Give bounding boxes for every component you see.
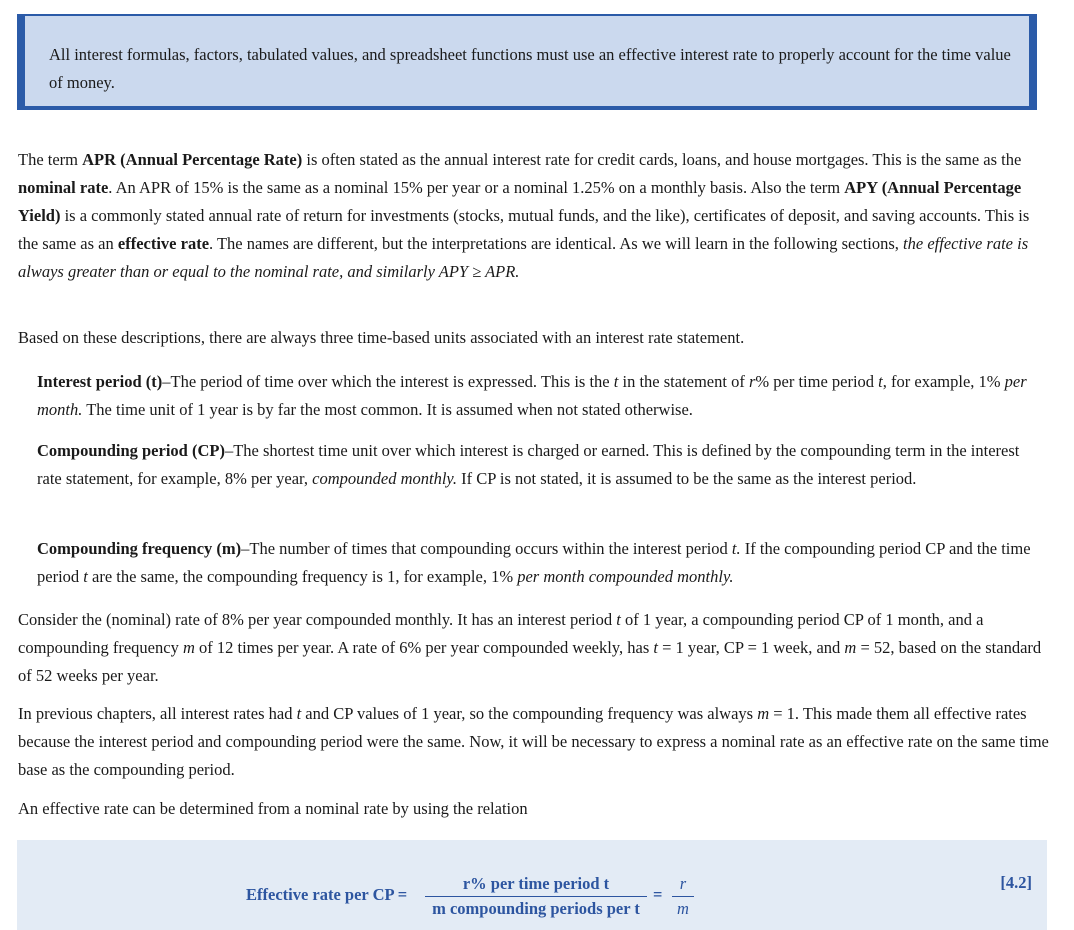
text: is a commonly stated annual rate of return for investments (stocks, mutual funds, and the like), certificates of deposit, and saving accounts. This is the same as an (18, 206, 1030, 253)
definition-compounding-frequency (37, 535, 1047, 591)
equation-fraction-simple (672, 873, 694, 920)
equals-sign: = (653, 885, 663, 904)
text: The term (18, 150, 83, 169)
equation-number: [4.2] (1000, 873, 1032, 892)
definition-term: Interest period (t) (37, 372, 163, 391)
var-t: t (613, 372, 619, 391)
text: of 12 times per year. A rate of 6% per year compounded weekly, has (194, 638, 654, 657)
term-apy: APY (Annual Percentage Yield) (18, 178, 1022, 225)
text: = 52, based on the standard of 52 weeks per year. (18, 638, 1042, 685)
paragraph-apr-apy (18, 146, 1050, 286)
emphasis-text: compounded monthly. (312, 469, 457, 488)
text: –The shortest time unit over which interest is charged or earned. This is defined by the compounding term in the interest rate statement, for example, 8% per year, (37, 441, 1020, 488)
callout-text: All interest formulas, factors, tabulated values, and spreadsheet functions must use an effective interest rate to properly account for the time value of money. (49, 45, 1011, 92)
fraction-numerator: r (679, 874, 687, 893)
equation-lhs: Effective rate per CP = (246, 885, 408, 904)
text: = 1 year, CP = 1 week, and (657, 638, 845, 657)
term-nominal-rate: nominal rate (18, 178, 109, 197)
text: % per time period (755, 372, 879, 391)
text: and CP values of 1 year, so the compounding frequency was always (301, 704, 758, 723)
definition-term: Compounding frequency (m) (37, 539, 242, 558)
term-effective-rate: effective rate (117, 234, 210, 253)
text: –The period of time over which the interest is expressed. This is the (162, 372, 614, 391)
text: If the compounding period CP and the time period (37, 539, 1031, 586)
definition-interest-period (37, 368, 1047, 424)
var-m: m (757, 704, 770, 723)
paragraph-relation-intro: An effective rate can be determined from a nominal rate by using the relation (18, 799, 528, 818)
equation (17, 840, 1047, 930)
var-t: t. (731, 539, 741, 558)
text: The time unit of 1 year is by far the most common. It is assumed when not stated otherwise. (82, 400, 693, 419)
emphasis-text: per month. (37, 372, 1027, 419)
text: , for example, 1% (882, 372, 1005, 391)
fraction-bar (425, 896, 647, 897)
text: . An APR of 15% is the same as a nominal 15% per year or a nominal 1.25% on a monthly basis. Also the term (108, 178, 845, 197)
var-t: t (296, 704, 302, 723)
var-t: t (878, 372, 883, 391)
text: of 1 year, a compounding period CP of 1 month, and a compounding frequency (18, 610, 984, 657)
var-m: m (844, 638, 857, 657)
text: Consider the (nominal) rate of 8% per year compounded monthly. It has an interest period (18, 610, 617, 629)
fraction-bar (672, 896, 694, 897)
text: If CP is not stated, it is assumed to be the same as the interest period. (456, 469, 917, 488)
paragraph-example-rates (18, 606, 1050, 690)
definition-term: Compounding period (CP) (37, 441, 225, 460)
fraction-denominator: m compounding periods per t (432, 899, 640, 918)
callout-box (17, 14, 1037, 110)
text: . The names are different, but the interpretations are identical. As we will learn in the following sections, (209, 234, 904, 253)
equation-box (17, 840, 1047, 930)
text: are the same, the compounding frequency is 1, for example, 1% (87, 567, 518, 586)
var-r: r (748, 372, 756, 391)
equation-fraction (425, 873, 647, 920)
var-t: t (83, 567, 88, 586)
var-t: t (653, 638, 658, 657)
definition-compounding-period (37, 437, 1047, 493)
text: –The number of times that compounding occurs within the interest period (241, 539, 732, 558)
emphasis-text: the effective rate is always greater than or equal to the nominal rate, and similarly APY ≥ APR. (18, 234, 1029, 281)
paragraph-three-units: Based on these descriptions, there are always three time-based units associated with an interest rate statement. (18, 328, 745, 347)
text: in the statement of (618, 372, 749, 391)
text: In previous chapters, all interest rates had (18, 704, 297, 723)
fraction-numerator: r% per time period t (462, 874, 610, 893)
var-m: m (182, 638, 195, 657)
fraction-denominator: m (677, 899, 689, 918)
var-t: t (616, 610, 621, 629)
term-apr: APR (Annual Percentage Rate) (82, 150, 303, 169)
emphasis-text: per month compounded monthly. (517, 567, 734, 586)
paragraph-previous-chapters (18, 700, 1050, 784)
text: is often stated as the annual interest rate for credit cards, loans, and house mortgages. This is the same as the (302, 150, 1022, 169)
text: = 1. This made them all effective rates because the interest period and compounding period were the same. Now, it will be necessary to express a nominal rate as an effective rate on the same time base as the compounding period. (18, 704, 1049, 779)
